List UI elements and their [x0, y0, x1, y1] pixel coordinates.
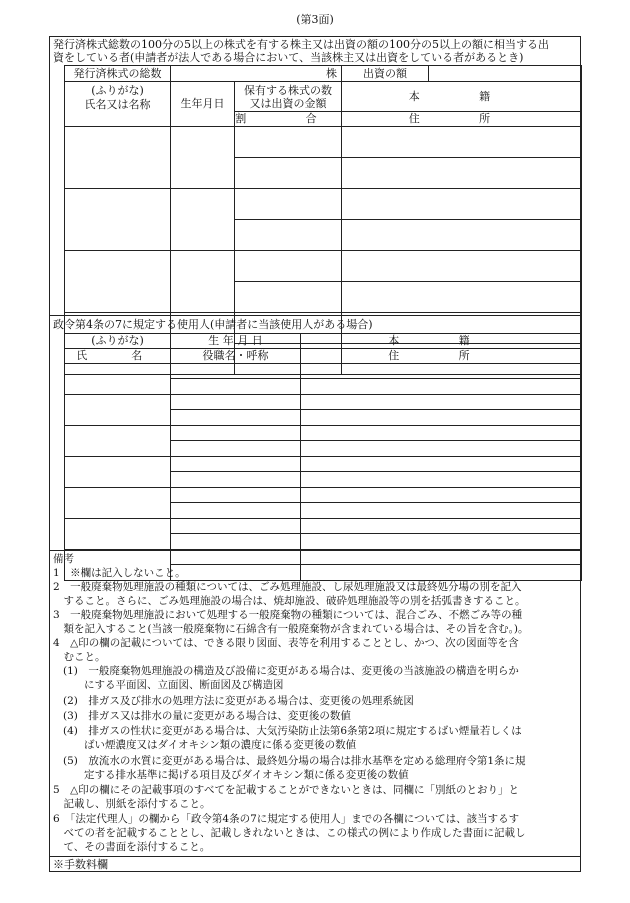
employee-title-cell[interactable]	[171, 534, 301, 550]
shareholder-birthdate-cell[interactable]	[171, 127, 235, 189]
shares-held-line2: 又は出資の金額	[249, 96, 327, 110]
employee-domicile-label: 本 籍	[301, 334, 582, 349]
shareholders-heading-line1: 発行済株式総数の100分の5以上の株式を有する株主又は出資の額の100分の5以上の額に相当する出	[53, 38, 549, 51]
shares-held-line1: 保有する株式の数	[244, 83, 332, 97]
shares-unit: 株	[326, 66, 337, 80]
shareholder-name-cell[interactable]	[65, 127, 171, 189]
employee-name-cell[interactable]	[65, 488, 171, 519]
birthdate-label: 生年月日	[171, 82, 235, 127]
shareholders-heading-line2: 資をしている者(申請者が法人である場合において、当該株主又は出資をしている者があるとき)	[53, 51, 524, 64]
shareholder-shares-cell[interactable]	[235, 251, 342, 282]
remark-line: ばい煙濃度又はダイオキシン類の濃度に係る変更後の数値	[63, 739, 357, 751]
employee-birthdate-cell[interactable]	[171, 364, 301, 379]
employee-address-cell[interactable]	[301, 441, 582, 457]
shareholder-name-cell[interactable]	[65, 189, 171, 251]
employee-address-cell[interactable]	[301, 565, 582, 581]
shareholder-ratio-cell[interactable]	[235, 158, 342, 189]
remark-line: 4 △印の欄の記載については、できる限り図面、表等を利用することとし、かつ、次の図面等を含	[53, 637, 519, 649]
shareholder-birthdate-cell[interactable]	[171, 251, 235, 313]
shareholder-birthdate-cell[interactable]	[171, 189, 235, 251]
investment-label: 出資の額	[342, 66, 429, 82]
remarks-heading: 備考	[53, 553, 74, 565]
shareholder-shares-cell[interactable]	[235, 127, 342, 158]
remark-line: 類を記入すること(当該一般廃棄物に石綿含有一般廃棄物が含まれている場合は、その旨を含む。)。	[53, 623, 529, 635]
employee-address-cell[interactable]	[301, 410, 582, 426]
employee-title-cell[interactable]	[171, 441, 301, 457]
total-shares-value[interactable]	[171, 66, 342, 82]
employee-title-cell[interactable]	[171, 472, 301, 488]
shareholder-name-cell[interactable]	[65, 251, 171, 313]
shareholder-address-cell[interactable]	[342, 282, 582, 313]
employee-birthdate-cell[interactable]	[171, 519, 301, 534]
shareholder-domicile-cell[interactable]	[342, 251, 582, 282]
shares-held-header	[235, 82, 342, 112]
remark-line: (3) 排ガス又は排水の量に変更がある場合は、変更後の数値	[63, 710, 351, 722]
shareholder-ratio-cell[interactable]	[235, 282, 342, 313]
remark-line: むこと。	[53, 651, 106, 663]
furigana-label: (ふりがな)	[91, 84, 144, 97]
employee-title-cell[interactable]	[171, 410, 301, 426]
shareholder-ratio-cell[interactable]	[235, 220, 342, 251]
employee-name-cell[interactable]	[65, 395, 171, 426]
employee-domicile-cell[interactable]	[301, 457, 582, 472]
shareholder-domicile-cell[interactable]	[342, 189, 582, 220]
employee-domicile-cell[interactable]	[301, 395, 582, 410]
domicile-label: 本 籍	[342, 82, 582, 112]
remark-line: (4) 排ガスの性状に変更がある場合は、大気汚染防止法第6条第2項に規定するばい煙量若しくは	[63, 725, 522, 737]
shareholder-domicile-cell[interactable]	[342, 127, 582, 158]
remark-line: 6 「法定代理人」の欄から「政令第4条の7に規定する使用人」までの各欄については、該当するす	[53, 813, 520, 825]
employee-title-cell[interactable]	[171, 503, 301, 519]
employee-birthdate-cell[interactable]	[171, 395, 301, 410]
name-header	[65, 82, 171, 127]
employee-birthdate-cell[interactable]	[171, 457, 301, 472]
remark-line: 定する排水基準に掲げる項目及びダイオキシン類に係る変更後の数値	[63, 769, 409, 781]
remark-line: にする平面図、立面図、断面図及び構造図	[63, 679, 284, 691]
employee-name-label: 氏 名	[65, 349, 171, 364]
employee-title-label: 役職名・呼称	[171, 349, 301, 364]
remark-line: 5 △印の欄にその記載事項のすべてを記載することができないときは、同欄に「別紙のとおり」と	[53, 784, 520, 796]
employees-heading: 政令第4条の7に規定する使用人(申請者に当該使用人がある場合)	[53, 318, 373, 331]
employee-address-cell[interactable]	[301, 472, 582, 488]
employee-domicile-cell[interactable]	[301, 426, 582, 441]
page-number: (第3面)	[296, 13, 334, 26]
employee-address-label: 住 所	[301, 349, 582, 364]
remark-line: て、その書面を添付すること。	[53, 841, 211, 853]
employee-name-cell[interactable]	[65, 426, 171, 457]
name-label: 氏名又は名称	[84, 98, 151, 111]
remark-line: すること。さらに、ごみ処理施設の場合は、焼却施設、破砕処理施設等の別を括弧書きすること。	[53, 595, 526, 607]
remark-line: (2) 排ガス及び排水の処理方法に変更がある場合は、変更後の処理系統図	[63, 695, 414, 707]
employee-name-cell[interactable]	[65, 519, 171, 550]
fee-label: ※手数料欄	[53, 858, 108, 871]
remark-line: (1) 一般廃棄物処理施設の構造及び設備に変更がある場合は、変更後の当該施設の構造を明らか	[63, 665, 519, 677]
employees-table	[64, 333, 582, 581]
shareholder-shares-cell[interactable]	[235, 189, 342, 220]
employee-birthdate-cell[interactable]	[171, 426, 301, 441]
employee-name-cell[interactable]	[65, 364, 171, 395]
employee-title-cell[interactable]	[171, 565, 301, 581]
employee-furigana-label: (ふりがな)	[65, 334, 171, 349]
employee-domicile-cell[interactable]	[301, 364, 582, 379]
ratio-label: 割 合	[235, 112, 341, 125]
remark-line: 記載し、別紙を添付すること。	[53, 798, 211, 810]
remark-line: 2 一般廃棄物処理施設の種類については、ごみ処理施設、し尿処理施設又は最終処分場の別を記入	[53, 581, 522, 593]
shareholder-address-cell[interactable]	[342, 220, 582, 251]
remark-line: (5) 放流水の水質に変更がある場合は、最終処分場の場合は排水基準を定める総理府令第1条に規	[63, 755, 526, 767]
employee-birthdate-label: 生 年 月 日	[171, 334, 301, 349]
employee-name-cell[interactable]	[65, 457, 171, 488]
investment-value[interactable]	[429, 66, 582, 82]
remark-line: 1 ※欄は記入しないこと。	[53, 567, 186, 579]
address-label: 住 所	[342, 112, 582, 127]
remark-line: 3 一般廃棄物処理施設において処理する一般廃棄物の種類については、混合ごみ、不燃ごみ等の種	[53, 609, 523, 621]
section-divider	[49, 550, 581, 551]
employee-domicile-cell[interactable]	[301, 550, 582, 565]
employee-address-cell[interactable]	[301, 379, 582, 395]
section-divider	[49, 856, 581, 857]
employee-domicile-cell[interactable]	[301, 519, 582, 534]
employee-birthdate-cell[interactable]	[171, 550, 301, 565]
employee-address-cell[interactable]	[301, 503, 582, 519]
total-shares-label: 発行済株式の総数	[65, 66, 171, 82]
section-divider	[49, 315, 581, 316]
employee-title-cell[interactable]	[171, 379, 301, 395]
shareholder-address-cell[interactable]	[342, 158, 582, 189]
employee-birthdate-cell[interactable]	[171, 488, 301, 503]
employee-domicile-cell[interactable]	[301, 488, 582, 503]
employee-address-cell[interactable]	[301, 534, 582, 550]
remark-line: べての者を記載することとし、記載しきれないときは、この様式の例により作成した書面に記載し	[53, 827, 526, 839]
